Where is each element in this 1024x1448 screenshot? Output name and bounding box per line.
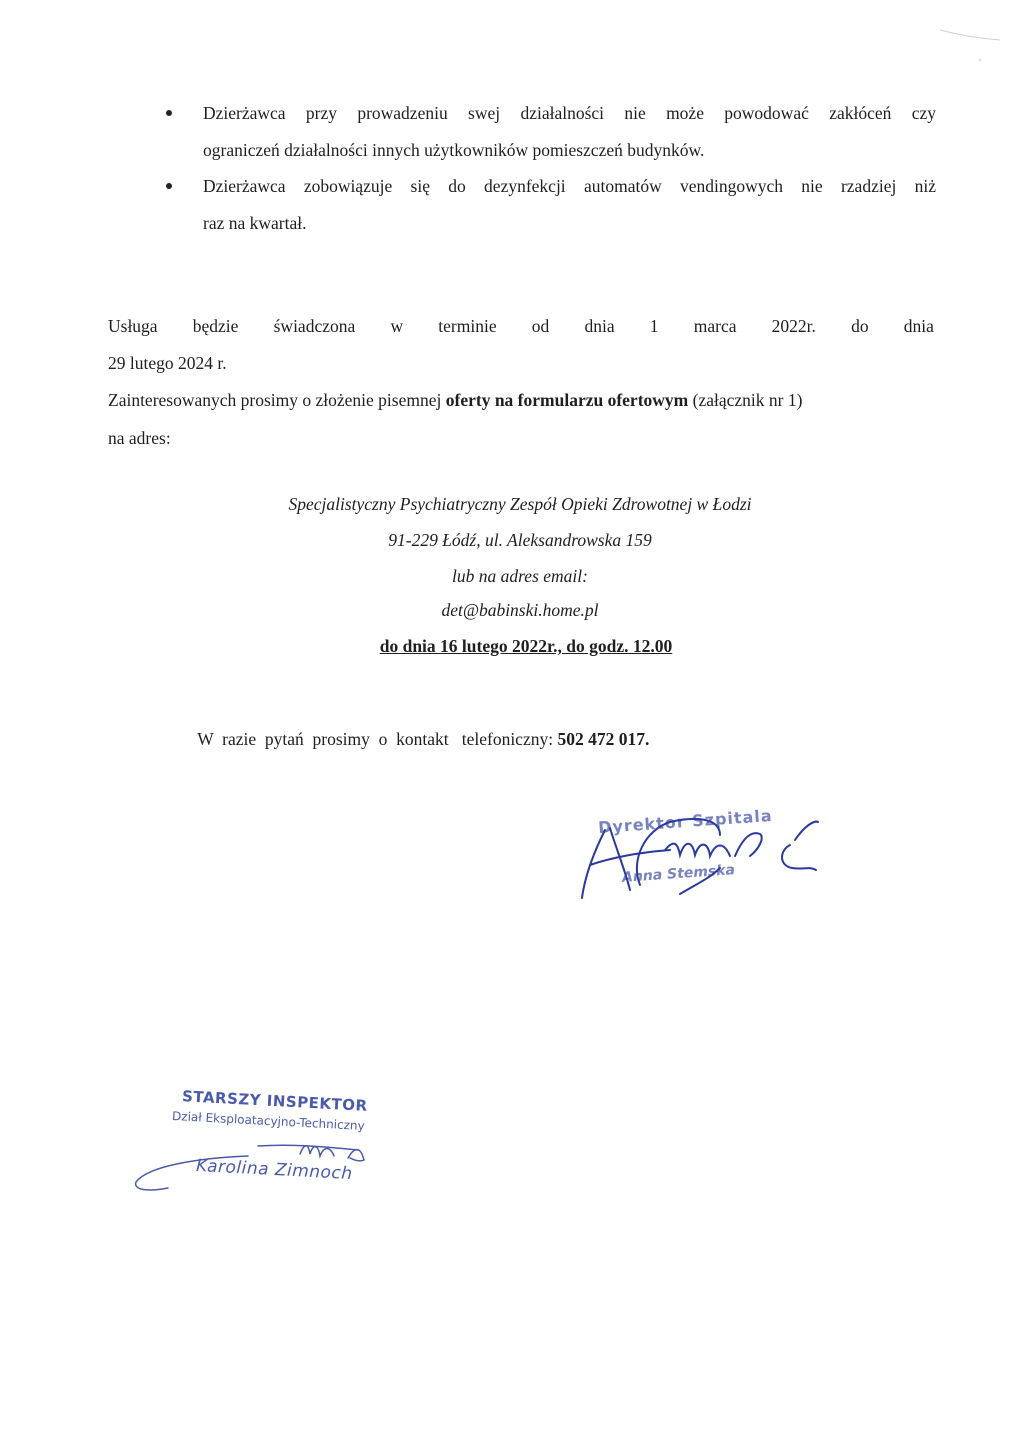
inspector-stamp-department: Dział Eksploatacyjno-Techniczny (171, 1108, 366, 1134)
word: 1 (649, 316, 659, 336)
attachment-ref: (załącznik nr 1) (688, 390, 803, 410)
word: terminie (438, 316, 497, 336)
word: 2022r. (771, 316, 816, 336)
inspector-stamp-title: STARSZY INSPEKTOR (181, 1087, 368, 1115)
address-street: 91-229 Łódź, ul. Aleksandrowska 159 (388, 530, 652, 550)
deadline: do dnia 16 lutego 2022r., do godz. 12.00 (379, 636, 673, 656)
address-institution: Specjalistyczny Psychiatryczny Zespół Opieki Zdrowotnej w Łodzi (288, 494, 752, 514)
bullet-text (203, 168, 936, 242)
bullet-dot (166, 183, 172, 189)
request-text: Zainteresowanych prosimy o złożenie pisemnej (108, 390, 446, 410)
address-or-email: lub na adres email: (452, 566, 588, 586)
service-period-line (108, 316, 934, 337)
bullet-line: raz na kwartał. (203, 213, 307, 233)
inspector-stamp-name: Karolina Zimnoch (195, 1155, 354, 1185)
bullet-item (166, 168, 936, 248)
word: w (390, 316, 404, 336)
scan-artifacts (930, 20, 1010, 70)
bullet-line: Dzierżawca zobowiązuje się do dezynfekcji automatów vendingowych nie rzadziej niż (203, 176, 936, 196)
bullet-line: ograniczeń działalności innych użytkowników pomieszczeń budynków. (203, 140, 705, 160)
bullet-item (166, 95, 936, 175)
director-signature (570, 790, 830, 910)
request-address-label: na adres: (108, 428, 171, 448)
contact-text: W razie pytań prosimy o kontakt telefoniczny: (197, 729, 558, 749)
director-stamp-title: Dyrektor Szpitala (597, 805, 774, 838)
inspector-signature (128, 1134, 388, 1204)
bullet-text (203, 95, 936, 169)
word: dnia (584, 316, 615, 336)
word: będzie (192, 316, 239, 336)
contact-line (180, 708, 649, 771)
director-stamp-name: Anna Stemska (621, 862, 736, 886)
address-email: det@babinski.home.pl (441, 600, 599, 620)
service-period-end: 29 lutego 2024 r. (108, 353, 227, 373)
phone-number: 502 472 017. (557, 729, 650, 749)
word: marca (693, 316, 737, 336)
word: dnia (903, 316, 934, 336)
offer-form-emphasis: oferty na formularzu ofertowym (445, 390, 689, 410)
word: do (851, 316, 869, 336)
bullet-line: Dzierżawca przy prowadzeniu swej działalności nie może powodować zakłóceń czy (203, 103, 936, 123)
word: od (531, 316, 550, 336)
word: świadczona (273, 316, 356, 336)
word: Usługa (108, 316, 158, 336)
bullet-dot (166, 110, 172, 116)
request-line (108, 390, 802, 411)
